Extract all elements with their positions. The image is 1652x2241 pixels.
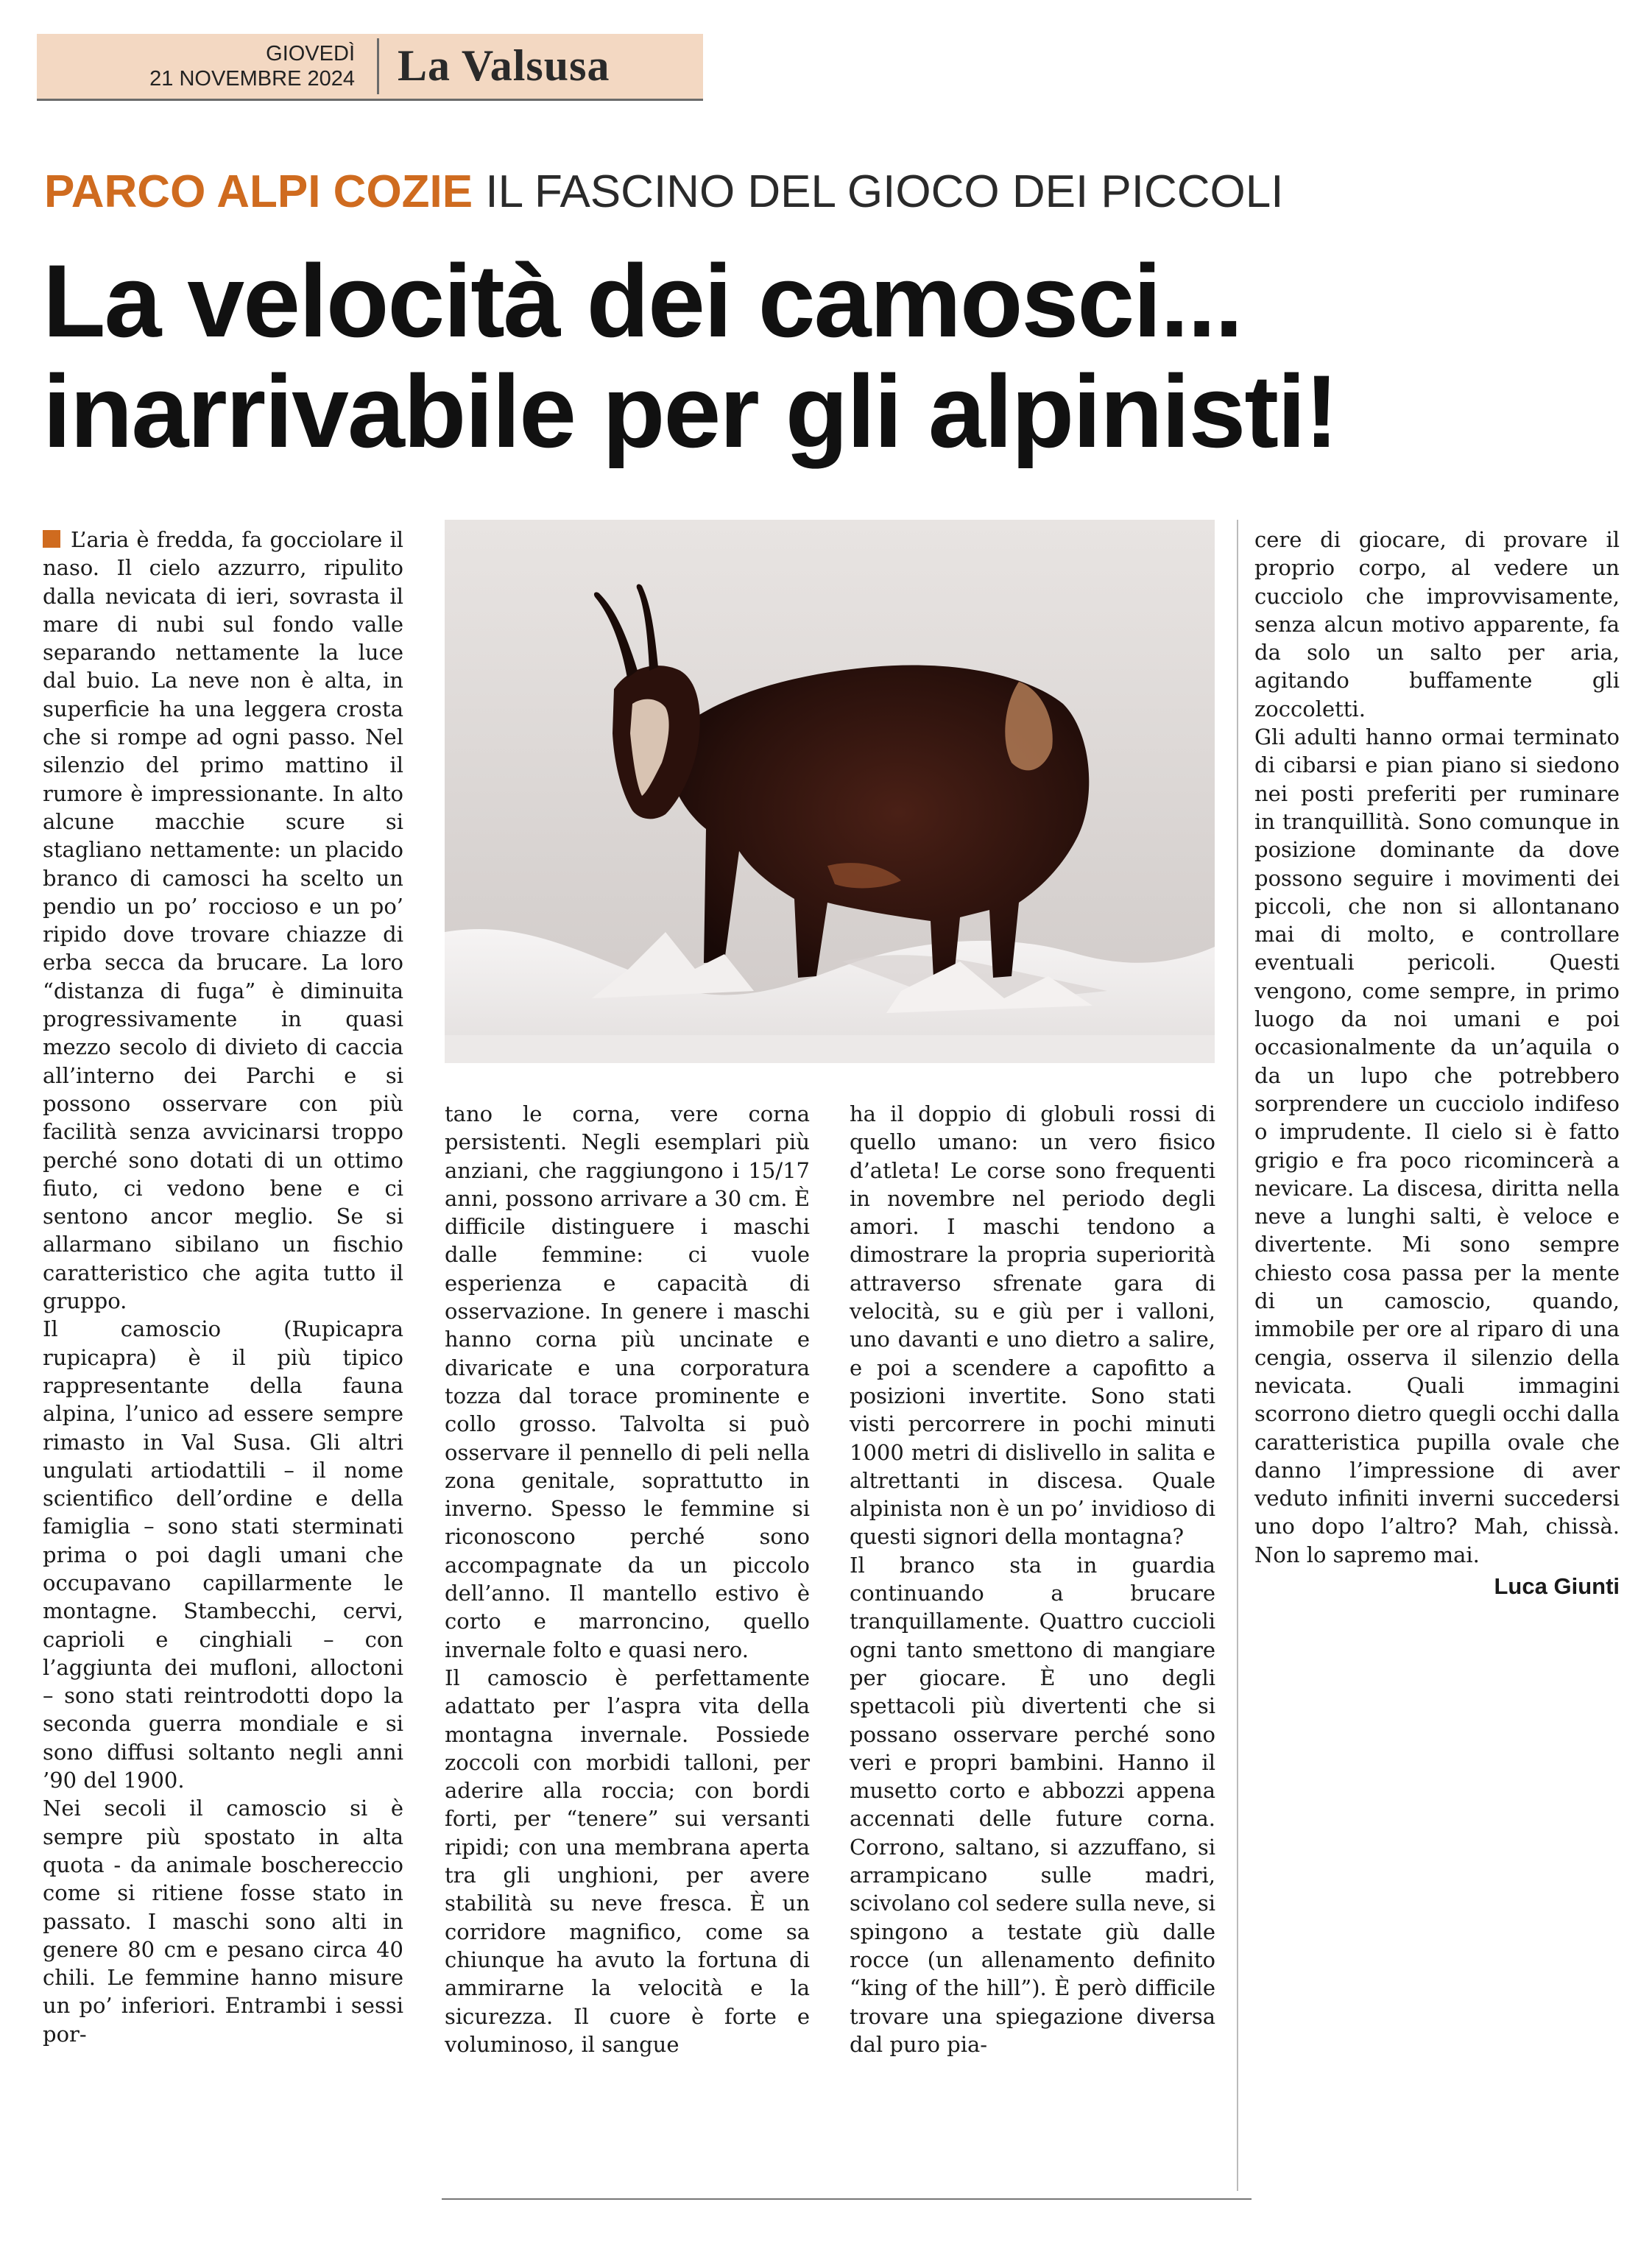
issue-full-date: 21 NOVEMBRE 2024 [149,67,355,91]
chamois-in-snow-photo [445,520,1215,1063]
bottom-rule [442,2198,1252,2200]
article-column-2 [445,1100,810,2058]
headline-line-2: inarrivabile per gli alpinisti! [43,353,1338,469]
article-column-3 [850,1100,1215,2058]
article-paragraph: tano le corna, vere corna persistenti. Negli esemplari più anziani, che raggiungono i 15/17 anni, possono arrivare a 30 cm. È difficile distinguere i maschi dalle femmine: ci vuole esperienza e capacità di osservazione. In genere i maschi hanno corna più uncinate e divaricate e una corporatura tozza dal torace prominente e collo grosso. Talvolta si può osservare il pennello di peli nella zona genitale, soprattutto in inverno. Spesso le femmine si riconoscono perché sono accompagnate da un piccolo dell’anno. Il mantello estivo è corto e marroncino, quello invernale folto e quasi nero. [445,1101,810,1662]
newspaper-name: La Valsusa [398,41,610,90]
article-paragraph: Nei secoli il camoscio si è sempre più spostato in alta quota - da animale boschereccio come si ritiene fosse stato in passato. I maschi sono alti in genere 80 cm e pesano circa 40 chili. Le femmine hanno misure un po’ inferiori. Entrambi i sessi por- [43,1796,403,2047]
lead-square-icon [43,530,60,548]
article-paragraph: Il branco sta in guardia continuando a brucare tranquillamente. Quattro cuccioli ogni tanto smettono di mangiare per giocare. È uno degli spettacoli più divertenti che si possano osservare perché sono veri e propri bambini. Hanno il musetto corto e abbozzi appena accennati delle future corna. Corrono, saltano, si azzuffano, si arrampicano sulle madri, scivolano col sedere sulla neve, si spingono a testate giù dalle rocce (un allenamento definito “king of the hill”). È però difficile trovare una spiegazione diversa dal puro pia- [850,1552,1215,2057]
article-paragraph: cere di giocare, di provare il proprio corpo, al vedere un cucciolo che improvvisamente, senza alcun motivo apparente, fa da solo un salto per aria, agitando buffamente gli zoccoletti. [1254,527,1620,721]
issue-day: GIOVEDÌ [266,42,355,66]
kicker [44,166,1283,218]
masthead [37,34,703,101]
headline [43,243,1633,469]
masthead-divider [377,38,379,94]
column-divider [1237,520,1238,2191]
article-paragraph: Il camoscio è perfettamente adattato per l’aspra vita della montagna invernale. Possiede zoccoli con morbidi talloni, per aderire alla roccia; con bordi forti, per “tenere” sui versanti ripidi; con una membrana aperta tra gli unghioni, per avere stabilità su neve fresca. È un corridore magnifico, come sa chiunque ha avuto la fortuna di ammirarne la velocità e la sicurezza. Il cuore è forte e voluminoso, il sangue [445,1665,810,2057]
kicker-section: PARCO ALPI COZIE [44,166,473,217]
article-column-1 [43,526,403,2048]
kicker-topic: IL FASCINO DEL GIOCO DEI PICCOLI [485,166,1284,217]
article-paragraph [43,526,403,1315]
article-paragraph: Il camoscio (Rupicapra rupicapra) è il più tipico rappresentante della fauna alpina, l’unico ad essere sempre rimasto in Val Susa. Gli altri ungulati artiodattili – il nome scientifico dell’ordine e della famiglia – sono stati sterminati prima o poi dagli umani che occupavano capillarmente le montagne. Stambecchi, cervi, caprioli e cinghiali – con l’aggiunta dei mufloni, alloctoni – sono stati reintrodotti dopo la seconda guerra mondiale e si sono diffusi soltanto negli anni ’90 del 1900. [43,1316,403,1793]
article-paragraph: ha il doppio di globuli rossi di quello umano: un vero fisico d’atleta! Le corse sono frequenti in novembre nel periodo degli amori. I maschi tendono a dimostrare la propria superiorità attraverso sfrenate gara di velocità, su e giù per i valloni, uno davanti e uno dietro a salire, e poi a scendere a capofitto a posizioni invertite. Sono stati visti percorrere in pochi minuti 1000 metri di dislivello in salita e altrettanti in discesa. Quale alpinista non è un po’ invidioso di questi signori della montagna? [850,1101,1215,1550]
article-paragraph: Gli adulti hanno ormai terminato di cibarsi e pian piano si siedono nei posti preferiti per ruminare in tranquillità. Sono comunque in posizione dominante da dove possono seguire i movimenti dei piccoli, che non si allontanano mai di molto, e controllare eventuali pericoli. Questi vengono, come sempre, in primo luogo da noi umani e poi occasionalmente da un’aquila o da un lupo che potrebbero sorprendere un cucciolo indifeso o imprudente. Il cielo si è fatto grigio e fra poco ricomincerà a nevicare. La discesa, diritta nella neve a lunghi salti, è veloce e divertente. Mi sono sempre chiesto cosa passa per la mente di un camoscio, quando, immobile per ore al riparo di una cengia, osserva il silenzio della nevicata. Quali immagini scorrono dietro quegli occhi dalla caratteristica pupilla ovale che danno l’impressione di aver veduto infiniti inverni succedersi uno dopo l’altro? Mah, chissà. Non lo sapremo mai. [1254,724,1620,1567]
headline-line-1: La velocità dei camosci... [43,243,1242,359]
article-column-4 [1254,526,1620,1601]
issue-date [37,41,355,91]
author-signature: Luca Giunti [1494,1573,1620,1599]
lead-paragraph-text: L’aria è fredda, fa gocciolare il naso. Il cielo azzurro, ripulito dalla nevicata di ieri, sovrasta il mare di nubi sul fondo valle separando nettamente la luce dal buio. La neve non è alta, in superficie ha una leggera crosta che si rompe ad ogni passo. Nel silenzio del primo mattino il rumore è impressionante. In alto alcune macchie scure si stagliano nettamente: un placido branco di camosci ha scelto un pendio un po’ roccioso e un po’ ripido dove trovare chiazze di erba secca da brucare. La loro “distanza di fuga” è diminuita progressivamente in quasi mezzo secolo di divieto di caccia all’interno dei Parchi e si possono osservare con più facilità senza avvicinarsi troppo perché sono dotati di un ottimo fiuto, ci vedono bene e ci sentono ancor meglio. Se si allarmano sibilano un fischio caratteristico che agita tutto il gruppo. [43,527,403,1314]
